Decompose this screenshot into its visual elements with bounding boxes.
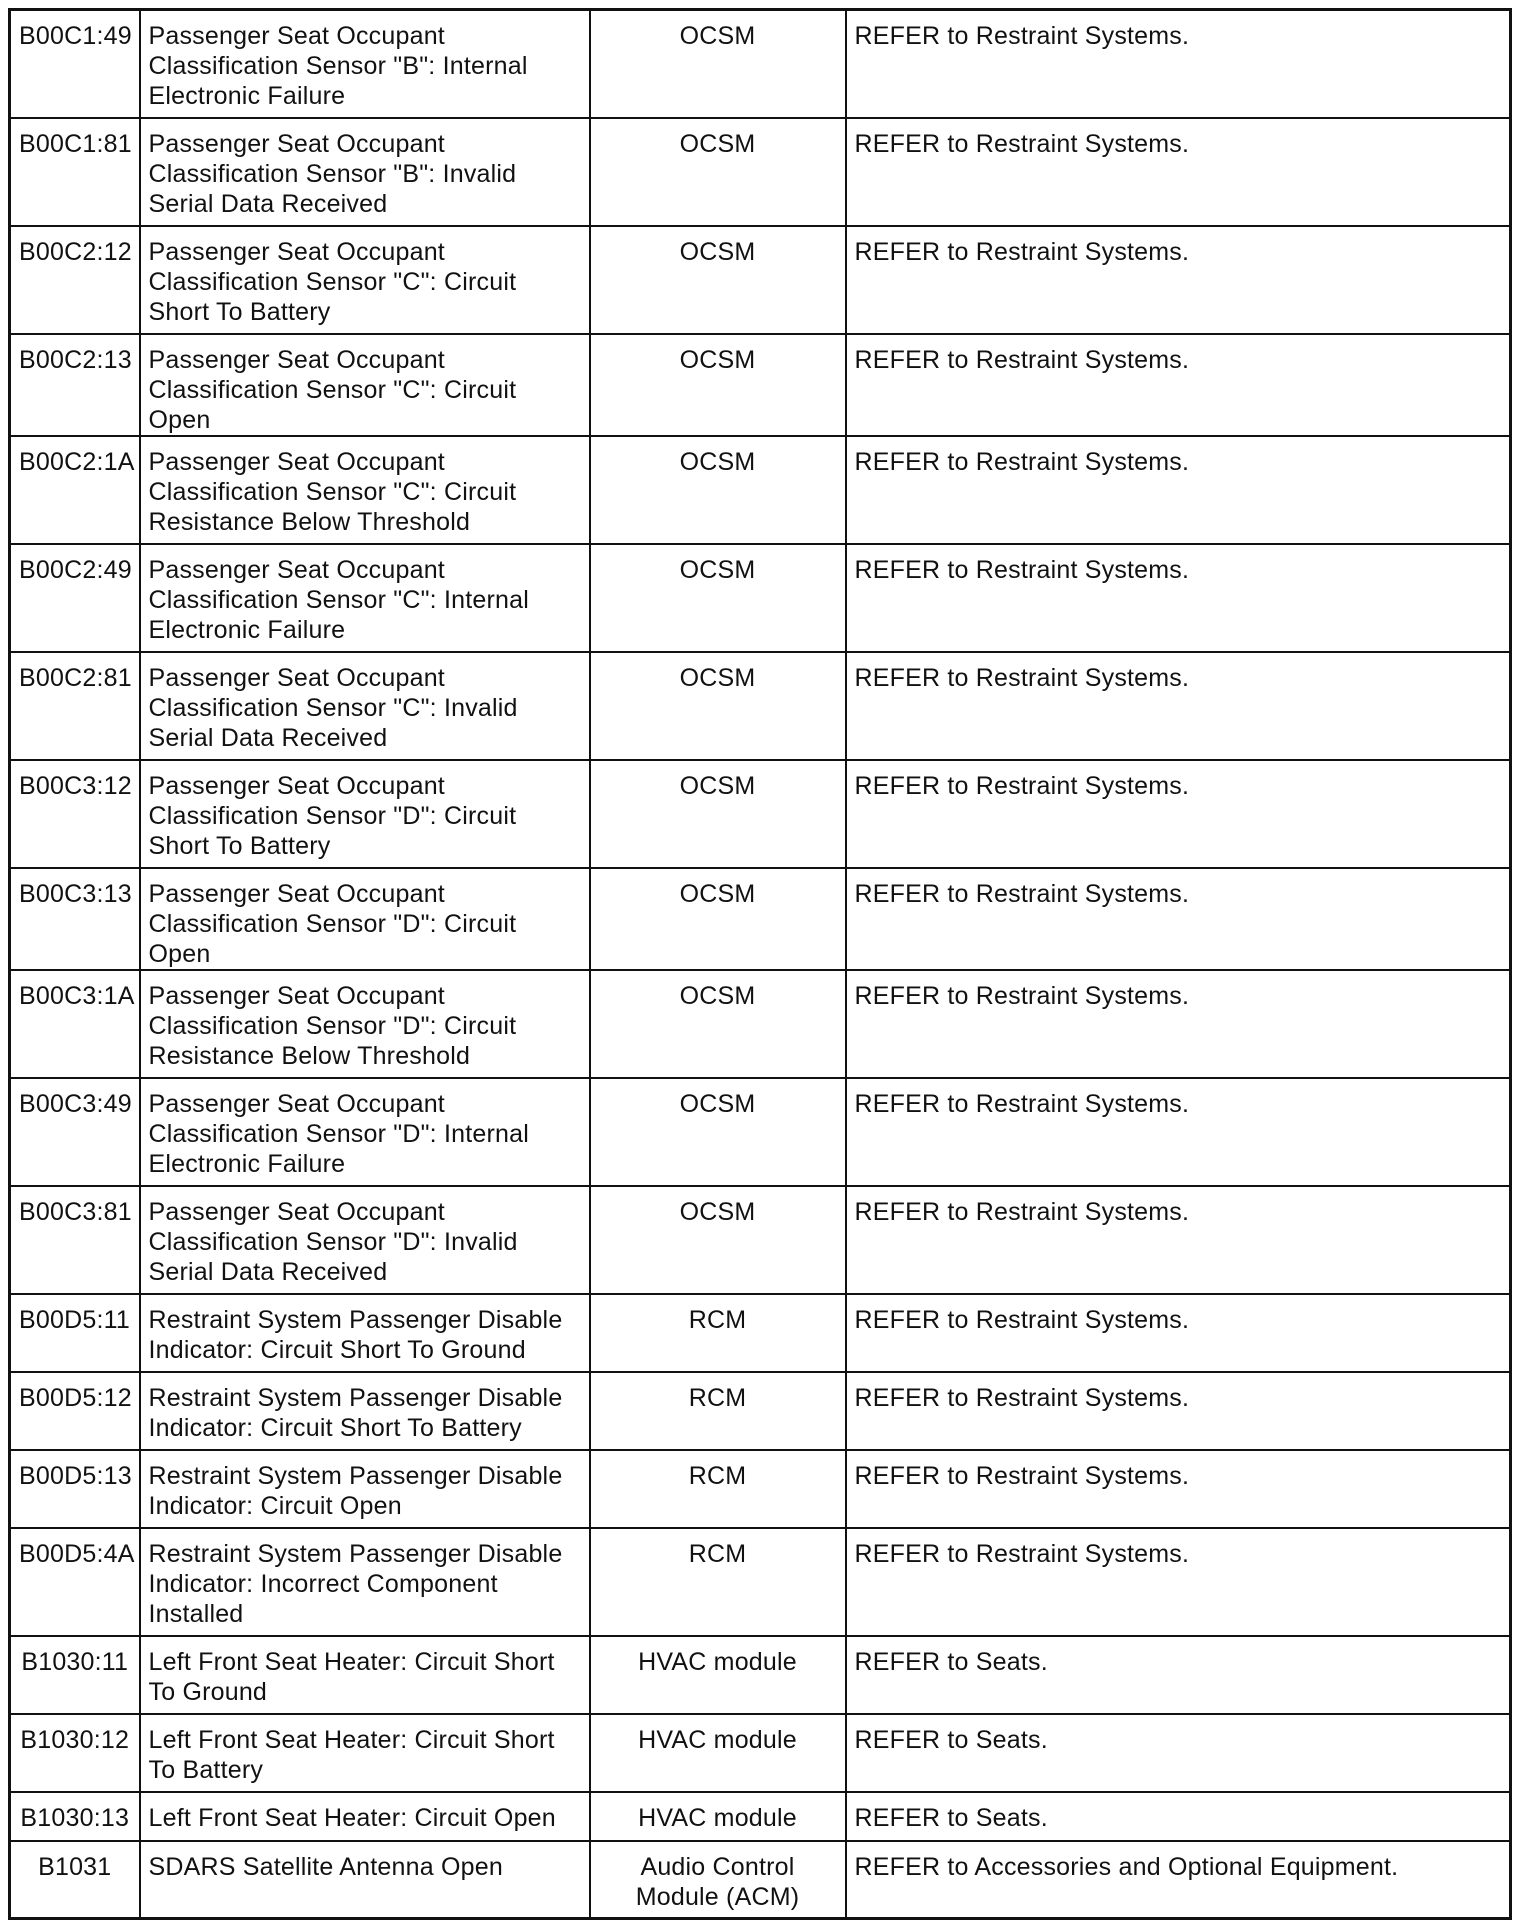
dtc-description: Passenger Seat Occupant Classification Sensor "C": Invalid Serial Data Received: [140, 652, 590, 760]
dtc-action: REFER to Seats.: [846, 1636, 1511, 1714]
dtc-code: B00D5:4A: [10, 1528, 140, 1636]
table-row: [10, 868, 1511, 970]
dtc-description: Restraint System Passenger Disable Indicator: Circuit Short To Battery: [140, 1372, 590, 1450]
dtc-action: REFER to Restraint Systems.: [846, 1450, 1511, 1528]
dtc-description: Passenger Seat Occupant Classification Sensor "D": Internal Electronic Failure: [140, 1078, 590, 1186]
dtc-module: HVAC module: [590, 1714, 846, 1792]
table-row: [10, 1792, 1511, 1841]
dtc-action: REFER to Restraint Systems.: [846, 1294, 1511, 1372]
dtc-description: Passenger Seat Occupant Classification Sensor "D": Circuit Open: [140, 868, 590, 970]
dtc-module: HVAC module: [590, 1636, 846, 1714]
dtc-code: B00C3:1A: [10, 970, 140, 1078]
dtc-action: REFER to Restraint Systems.: [846, 10, 1511, 118]
table-row: [10, 1450, 1511, 1528]
dtc-description: Passenger Seat Occupant Classification Sensor "C": Circuit Resistance Below Threshold: [140, 436, 590, 544]
table-row: [10, 1528, 1511, 1636]
dtc-action: REFER to Accessories and Optional Equipment.: [846, 1841, 1511, 1919]
dtc-module: OCSM: [590, 544, 846, 652]
dtc-code: B00C3:81: [10, 1186, 140, 1294]
dtc-module: RCM: [590, 1294, 846, 1372]
table-row: [10, 1186, 1511, 1294]
dtc-action: REFER to Restraint Systems.: [846, 1078, 1511, 1186]
dtc-action: REFER to Restraint Systems.: [846, 1528, 1511, 1636]
dtc-action: REFER to Restraint Systems.: [846, 868, 1511, 970]
dtc-code: B00C1:81: [10, 118, 140, 226]
table-row: [10, 1714, 1511, 1792]
dtc-action: REFER to Restraint Systems.: [846, 1186, 1511, 1294]
dtc-description: Passenger Seat Occupant Classification Sensor "B": Invalid Serial Data Received: [140, 118, 590, 226]
dtc-module: RCM: [590, 1372, 846, 1450]
table-row: [10, 226, 1511, 334]
table-row: [10, 652, 1511, 760]
table-row: [10, 10, 1511, 118]
dtc-description: Restraint System Passenger Disable Indicator: Incorrect Component Installed: [140, 1528, 590, 1636]
dtc-description: Restraint System Passenger Disable Indicator: Circuit Open: [140, 1450, 590, 1528]
dtc-code: B00C2:1A: [10, 436, 140, 544]
dtc-description: Passenger Seat Occupant Classification Sensor "D": Circuit Short To Battery: [140, 760, 590, 868]
dtc-module: OCSM: [590, 868, 846, 970]
dtc-code: B1030:12: [10, 1714, 140, 1792]
dtc-description: Left Front Seat Heater: Circuit Open: [140, 1792, 590, 1841]
dtc-module: OCSM: [590, 334, 846, 436]
dtc-code: B00D5:12: [10, 1372, 140, 1450]
dtc-action: REFER to Restraint Systems.: [846, 652, 1511, 760]
dtc-module: OCSM: [590, 1078, 846, 1186]
dtc-module: OCSM: [590, 970, 846, 1078]
dtc-module: RCM: [590, 1528, 846, 1636]
dtc-code: B1031: [10, 1841, 140, 1919]
dtc-description: Passenger Seat Occupant Classification Sensor "C": Circuit Short To Battery: [140, 226, 590, 334]
table-row: [10, 1636, 1511, 1714]
table-row: [10, 544, 1511, 652]
dtc-module: HVAC module: [590, 1792, 846, 1841]
dtc-description: Left Front Seat Heater: Circuit Short To Battery: [140, 1714, 590, 1792]
dtc-code: B00C3:49: [10, 1078, 140, 1186]
dtc-description: Passenger Seat Occupant Classification Sensor "D": Invalid Serial Data Received: [140, 1186, 590, 1294]
dtc-action: REFER to Restraint Systems.: [846, 436, 1511, 544]
dtc-code: B00C2:49: [10, 544, 140, 652]
dtc-description: Restraint System Passenger Disable Indicator: Circuit Short To Ground: [140, 1294, 590, 1372]
dtc-description: Passenger Seat Occupant Classification Sensor "C": Circuit Open: [140, 334, 590, 436]
dtc-module: OCSM: [590, 118, 846, 226]
table-row: [10, 1294, 1511, 1372]
dtc-code: B00C3:13: [10, 868, 140, 970]
dtc-action: REFER to Restraint Systems.: [846, 544, 1511, 652]
dtc-action: REFER to Seats.: [846, 1792, 1511, 1841]
dtc-code: B00C2:81: [10, 652, 140, 760]
dtc-table: [8, 8, 1512, 1920]
table-row: [10, 334, 1511, 436]
dtc-description: Passenger Seat Occupant Classification Sensor "B": Internal Electronic Failure: [140, 10, 590, 118]
dtc-module: OCSM: [590, 652, 846, 760]
dtc-action: REFER to Restraint Systems.: [846, 118, 1511, 226]
table-row: [10, 1078, 1511, 1186]
dtc-module: OCSM: [590, 226, 846, 334]
dtc-code: B1030:13: [10, 1792, 140, 1841]
table-row: [10, 436, 1511, 544]
dtc-module: OCSM: [590, 1186, 846, 1294]
dtc-description: Passenger Seat Occupant Classification Sensor "C": Internal Electronic Failure: [140, 544, 590, 652]
dtc-action: REFER to Restraint Systems.: [846, 334, 1511, 436]
dtc-code: B1030:11: [10, 1636, 140, 1714]
dtc-action: REFER to Seats.: [846, 1714, 1511, 1792]
dtc-code: B00C1:49: [10, 10, 140, 118]
dtc-code: B00C3:12: [10, 760, 140, 868]
dtc-module: RCM: [590, 1450, 846, 1528]
dtc-description: Passenger Seat Occupant Classification Sensor "D": Circuit Resistance Below Threshold: [140, 970, 590, 1078]
table-row: [10, 970, 1511, 1078]
dtc-action: REFER to Restraint Systems.: [846, 1372, 1511, 1450]
dtc-code: B00D5:13: [10, 1450, 140, 1528]
table-row: [10, 1372, 1511, 1450]
dtc-action: REFER to Restraint Systems.: [846, 970, 1511, 1078]
table-row: [10, 118, 1511, 226]
dtc-module: OCSM: [590, 760, 846, 868]
table-row: [10, 1841, 1511, 1919]
dtc-description: SDARS Satellite Antenna Open: [140, 1841, 590, 1919]
dtc-code: B00C2:12: [10, 226, 140, 334]
dtc-module: OCSM: [590, 436, 846, 544]
dtc-code: B00C2:13: [10, 334, 140, 436]
dtc-action: REFER to Restraint Systems.: [846, 226, 1511, 334]
dtc-module: Audio Control Module (ACM): [590, 1841, 846, 1919]
table-row: [10, 760, 1511, 868]
dtc-code: B00D5:11: [10, 1294, 140, 1372]
dtc-description: Left Front Seat Heater: Circuit Short To Ground: [140, 1636, 590, 1714]
dtc-action: REFER to Restraint Systems.: [846, 760, 1511, 868]
dtc-module: OCSM: [590, 10, 846, 118]
